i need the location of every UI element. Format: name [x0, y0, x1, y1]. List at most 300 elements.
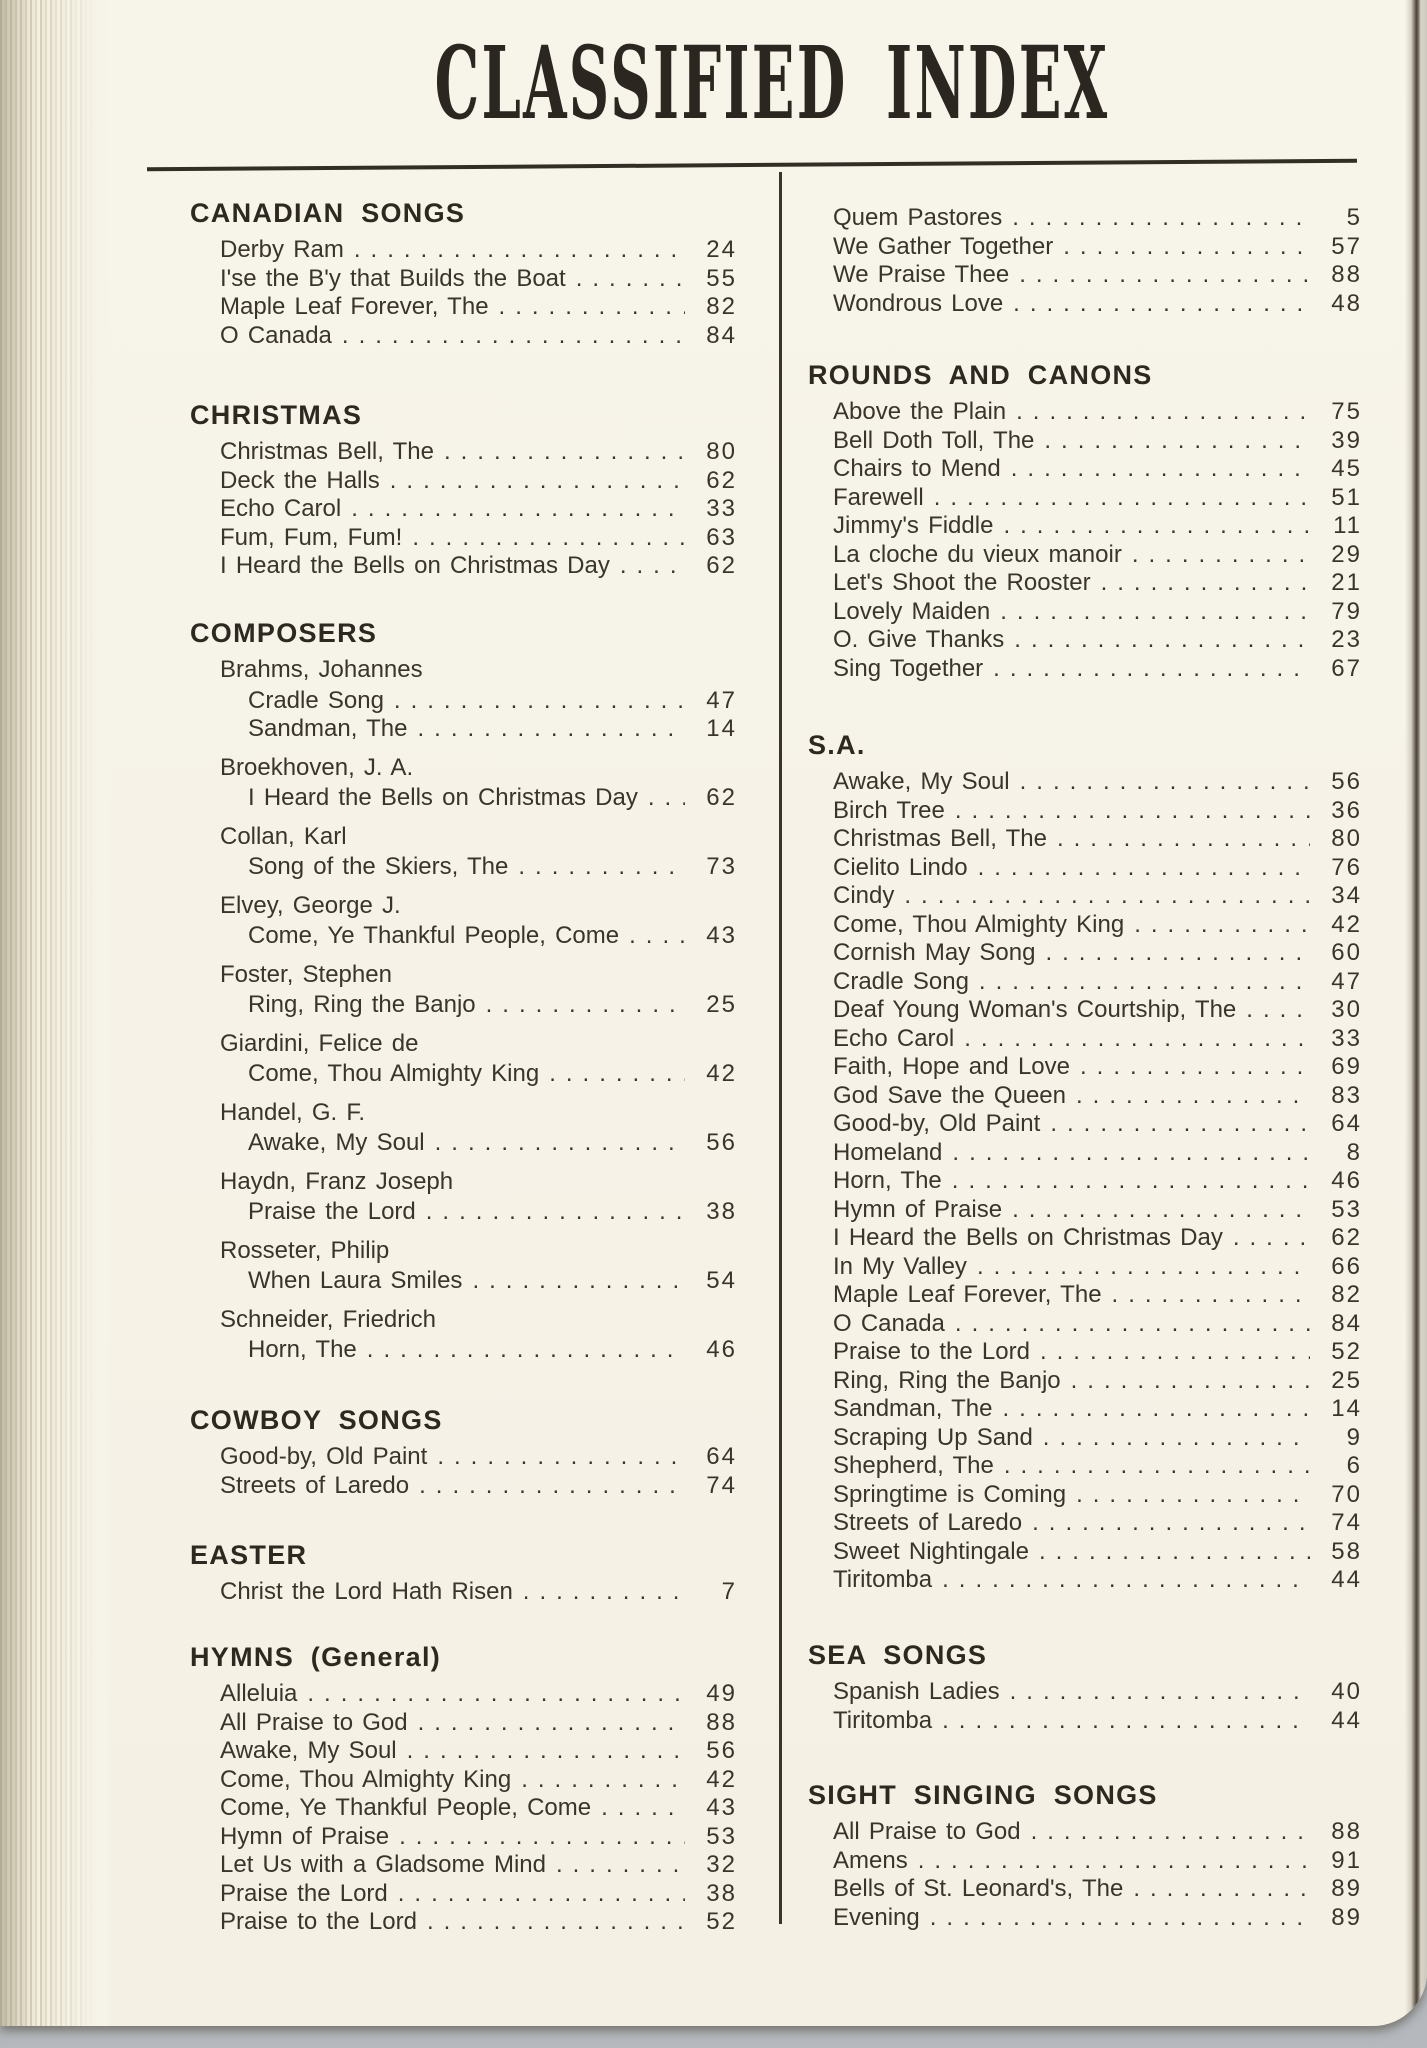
- entry-page-number: 33: [1331, 1024, 1362, 1052]
- index-section: [808, 360, 1362, 683]
- index-entry: [190, 1198, 737, 1227]
- composer-group: [190, 961, 737, 1020]
- entry-title: Fum, Fum, Fum!: [220, 523, 403, 551]
- entry-title: Scraping Up Sand: [833, 1423, 1033, 1451]
- entry-page-number: 14: [706, 715, 737, 742]
- entry-title: Cindy: [833, 882, 895, 909]
- entry-title: Faith, Hope and Love: [833, 1053, 1070, 1080]
- entry-page-number: 42: [706, 1060, 737, 1087]
- entry-page-number: 62: [1331, 1224, 1362, 1251]
- index-entry: [808, 1678, 1362, 1707]
- dot-leader: [1040, 1338, 1310, 1366]
- entry-title: I Heard the Bells on Christmas Day: [248, 784, 638, 811]
- dot-leader: [412, 524, 685, 552]
- entry-page-number: 33: [706, 495, 737, 522]
- entry-page-number: 69: [1331, 1053, 1362, 1080]
- index-section: [190, 400, 737, 581]
- dot-leader: [1080, 1053, 1310, 1081]
- entry-page-number: 88: [1331, 1818, 1362, 1845]
- entry-page-number: 34: [1331, 882, 1362, 909]
- index-entry: [808, 1281, 1362, 1310]
- index-entry: [808, 1139, 1362, 1168]
- index-entry: [808, 768, 1362, 797]
- dot-leader: [930, 1904, 1310, 1932]
- entry-title: Shepherd, The: [833, 1452, 994, 1479]
- entry-page-number: 58: [1331, 1537, 1362, 1565]
- dot-leader: [1004, 1452, 1310, 1480]
- entry-title: Derby Ram: [220, 236, 344, 263]
- index-entry: [190, 438, 737, 467]
- entry-title: Come, Ye Thankful People, Come: [248, 922, 620, 949]
- entry-page-number: 80: [706, 438, 737, 465]
- dot-leader: [351, 495, 685, 523]
- entry-title: O Canada: [220, 321, 332, 349]
- dot-leader: [1020, 768, 1310, 796]
- index-entry: [808, 1509, 1362, 1538]
- index-entry: [808, 541, 1362, 570]
- section-rows: [190, 1578, 737, 1607]
- entry-title: Echo Carol: [833, 1024, 955, 1052]
- entry-title: Sweet Nightingale: [833, 1537, 1029, 1565]
- dot-leader: [1063, 233, 1310, 261]
- index-entry: [190, 1578, 737, 1607]
- section-heading: ROUNDS AND CANONS: [808, 360, 1153, 390]
- entry-page-number: 82: [706, 293, 737, 320]
- entry-page-number: 42: [1331, 910, 1362, 938]
- index-entry: [190, 1766, 737, 1795]
- entry-page-number: 38: [706, 1198, 737, 1225]
- section-rows: [808, 1818, 1362, 1932]
- index-entry: [190, 1908, 737, 1937]
- entry-title: Sandman, The: [833, 1395, 993, 1422]
- dot-leader: [486, 991, 685, 1019]
- section-heading: COWBOY SONGS: [190, 1405, 443, 1435]
- entry-page-number: 80: [1331, 825, 1362, 852]
- entry-page-number: 55: [706, 264, 737, 292]
- entry-title: Come, Ye Thankful People, Come: [220, 1794, 592, 1821]
- dot-leader: [307, 1680, 685, 1708]
- page-right-edge: [1405, 0, 1427, 2026]
- dot-leader: [978, 854, 1310, 882]
- index-entry: [190, 1443, 737, 1472]
- entry-page-number: 63: [706, 523, 737, 551]
- dot-leader: [444, 438, 685, 466]
- index-entry: [190, 322, 737, 351]
- entry-title: Christmas Bell, The: [833, 825, 1047, 852]
- dot-leader: [427, 1908, 685, 1936]
- dot-leader: [1045, 939, 1310, 967]
- entry-page-number: 56: [1331, 768, 1362, 795]
- composer-name: Elvey, George J.: [220, 891, 401, 919]
- entry-page-number: 70: [1331, 1480, 1362, 1508]
- entry-page-number: 23: [1331, 626, 1362, 653]
- composer-name: Schneider, Friedrich: [220, 1305, 436, 1333]
- dot-leader: [977, 1253, 1310, 1281]
- entry-title: Cornish May Song: [833, 939, 1036, 966]
- dot-leader: [549, 1060, 685, 1088]
- section-heading: EASTER: [190, 1540, 308, 1570]
- composer-group: [190, 1099, 737, 1158]
- entry-page-number: 82: [1331, 1281, 1362, 1308]
- section-heading: S.A.: [808, 730, 866, 760]
- index-entry: [808, 1082, 1362, 1111]
- index-entry: [808, 996, 1362, 1025]
- entry-page-number: 30: [1331, 996, 1362, 1023]
- entry-title: Birch Tree: [833, 796, 945, 824]
- section-rows: [190, 656, 737, 1365]
- entry-page-number: 14: [1331, 1395, 1362, 1422]
- index-column-left: [190, 0, 737, 2026]
- entry-title: Cradle Song: [833, 967, 969, 995]
- entry-page-number: 49: [706, 1680, 737, 1707]
- entry-title: Come, Thou Almighty King: [248, 1060, 540, 1087]
- entry-page-number: 74: [1331, 1509, 1362, 1536]
- entry-title: Alleluia: [220, 1680, 298, 1707]
- index-entry: [190, 1680, 737, 1709]
- composer-group: [190, 754, 737, 813]
- entry-title: Christmas Bell, The: [220, 438, 434, 465]
- entry-title: Ring, Ring the Banjo: [248, 991, 476, 1018]
- entry-title: Deaf Young Woman's Courtship, The: [833, 996, 1237, 1023]
- entry-page-number: 48: [1331, 289, 1362, 317]
- index-entry: [808, 968, 1362, 997]
- entry-title: Maple Leaf Forever, The: [833, 1281, 1102, 1308]
- index-entry: [190, 1823, 737, 1852]
- dot-leader: [620, 552, 685, 580]
- entry-page-number: 25: [1331, 1366, 1362, 1394]
- entry-page-number: 53: [1331, 1195, 1362, 1223]
- index-entry: [190, 467, 737, 496]
- composer-group: [190, 1030, 737, 1089]
- composer-name: Brahms, Johannes: [220, 656, 423, 683]
- dot-leader: [1112, 1281, 1310, 1309]
- index-entry: [808, 1053, 1362, 1082]
- dot-leader: [1011, 455, 1310, 483]
- index-entry: [190, 1880, 737, 1909]
- dot-leader: [952, 1167, 1310, 1195]
- entry-title: Christ the Lord Hath Risen: [220, 1578, 513, 1605]
- dot-leader: [1010, 1678, 1310, 1706]
- index-entry: [190, 991, 737, 1020]
- composer-name: Broekhoven, J. A.: [220, 753, 414, 781]
- section-rows: [808, 1678, 1362, 1735]
- section-rows: [190, 1680, 737, 1937]
- entry-page-number: 66: [1331, 1252, 1362, 1280]
- entry-title: Cradle Song: [248, 686, 384, 714]
- entry-title: Hymn of Praise: [220, 1822, 390, 1850]
- dot-leader: [437, 1443, 685, 1471]
- index-entry: [808, 1110, 1362, 1139]
- index-entry: [808, 1452, 1362, 1481]
- index-entry: [808, 1367, 1362, 1396]
- composer-name: Rosseter, Philip: [220, 1236, 390, 1264]
- index-entry: [808, 204, 1362, 233]
- index-section: [190, 1405, 737, 1500]
- entry-title: Quem Pastores: [833, 204, 1003, 231]
- entry-page-number: 84: [706, 321, 737, 349]
- entry-page-number: 9: [1346, 1423, 1362, 1451]
- entry-title: La cloche du vieux manoir: [833, 540, 1122, 568]
- entry-page-number: 32: [706, 1851, 737, 1878]
- dot-leader: [390, 467, 685, 495]
- entry-title: Jimmy's Fiddle: [833, 512, 994, 539]
- dot-leader: [1019, 261, 1310, 289]
- entry-title: In My Valley: [833, 1252, 967, 1280]
- index-entry: [808, 1196, 1362, 1225]
- entry-title: When Laura Smiles: [248, 1267, 463, 1294]
- index-entry: [808, 1424, 1362, 1453]
- dot-leader: [1039, 1538, 1310, 1566]
- dot-leader: [1013, 290, 1310, 318]
- dot-leader: [1016, 398, 1310, 426]
- entry-title: Good-by, Old Paint: [220, 1443, 428, 1470]
- index-entry: [808, 911, 1362, 940]
- entry-page-number: 62: [706, 466, 737, 494]
- entry-title: Echo Carol: [220, 495, 342, 522]
- entry-page-number: 89: [1331, 1875, 1362, 1902]
- column-divider: [779, 172, 782, 1924]
- dot-leader: [556, 1851, 685, 1879]
- dot-leader: [398, 1880, 685, 1908]
- dot-leader: [367, 1336, 685, 1364]
- index-entry: [190, 495, 737, 524]
- index-entry: [808, 797, 1362, 826]
- entry-title: Deck the Halls: [220, 466, 380, 494]
- entry-page-number: 57: [1331, 232, 1362, 260]
- book-binding-edge: [0, 0, 108, 2026]
- entry-title: Praise to the Lord: [833, 1338, 1030, 1365]
- composer-group: [190, 1306, 737, 1365]
- index-entry: [808, 1481, 1362, 1510]
- composer-group: [190, 1237, 737, 1296]
- section-heading: CHRISTMAS: [190, 400, 363, 430]
- entry-page-number: 38: [706, 1879, 737, 1907]
- composer-group: [190, 656, 737, 744]
- index-entry: [190, 1709, 737, 1738]
- entry-title: Cielito Lindo: [833, 853, 968, 881]
- entry-page-number: 39: [1331, 426, 1362, 454]
- index-section: [190, 1642, 737, 1937]
- entry-page-number: 11: [1333, 512, 1362, 539]
- index-entry: [190, 687, 737, 716]
- entry-page-number: 52: [1331, 1338, 1362, 1365]
- composer-group: [190, 1168, 737, 1227]
- entry-title: Ring, Ring the Banjo: [833, 1366, 1061, 1394]
- index-entry: [808, 1707, 1362, 1736]
- dot-leader: [399, 1823, 685, 1851]
- section-rows: [808, 398, 1362, 683]
- entry-page-number: 64: [706, 1443, 737, 1470]
- entry-page-number: 43: [706, 922, 737, 949]
- dot-leader: [979, 968, 1310, 996]
- entry-page-number: 52: [706, 1908, 737, 1935]
- section-rows: [190, 438, 737, 581]
- entry-title: Sing Together: [833, 654, 984, 682]
- composer-group: [190, 892, 737, 951]
- dot-leader: [518, 853, 685, 881]
- index-entry: [808, 1253, 1362, 1282]
- entry-title: Tiritomba: [833, 1706, 933, 1734]
- index-entry: [190, 1267, 737, 1296]
- entry-page-number: 46: [1331, 1167, 1362, 1194]
- index-entry: [190, 552, 737, 581]
- index-entry: [190, 293, 737, 322]
- entry-title: Come, Thou Almighty King: [833, 910, 1125, 938]
- dot-leader: [629, 922, 685, 950]
- dot-leader: [1233, 1224, 1310, 1252]
- index-entry: [190, 265, 737, 294]
- dot-leader: [1032, 1509, 1310, 1537]
- entry-page-number: 76: [1331, 853, 1362, 881]
- entry-page-number: 56: [706, 1737, 737, 1764]
- index-entry: [808, 1818, 1362, 1847]
- dot-leader: [499, 293, 685, 321]
- index-entry: [190, 853, 737, 882]
- index-section: [808, 730, 1362, 1595]
- index-entry: [190, 1851, 737, 1880]
- dot-leader: [523, 1578, 685, 1606]
- entry-page-number: 44: [1331, 1706, 1362, 1734]
- index-entry: [190, 1336, 737, 1365]
- entry-title: Maple Leaf Forever, The: [220, 293, 489, 320]
- dot-leader: [918, 1847, 1310, 1875]
- entry-title: Tiritomba: [833, 1566, 933, 1593]
- section-rows: [808, 204, 1362, 318]
- entry-page-number: 40: [1331, 1678, 1362, 1705]
- index-entry: [808, 233, 1362, 262]
- dot-leader: [1012, 1196, 1310, 1224]
- entry-page-number: 5: [1346, 204, 1362, 231]
- entry-title: Wondrous Love: [833, 289, 1004, 317]
- entry-page-number: 62: [706, 784, 737, 811]
- entry-title: Lovely Maiden: [833, 597, 991, 625]
- entry-title: Sandman, The: [248, 715, 408, 742]
- entry-title: We Praise Thee: [833, 261, 1010, 288]
- section-heading: HYMNS (General): [190, 1642, 442, 1672]
- dot-leader: [1133, 1875, 1310, 1903]
- entry-page-number: 6: [1346, 1452, 1362, 1479]
- dot-leader: [1050, 1110, 1310, 1138]
- dot-leader: [407, 1737, 685, 1765]
- entry-title: Streets of Laredo: [833, 1509, 1023, 1536]
- index-entry: [190, 922, 737, 951]
- dot-leader: [419, 1472, 685, 1500]
- entry-page-number: 29: [1331, 540, 1362, 568]
- composer-group: [190, 823, 737, 882]
- index-entry: [808, 1167, 1362, 1196]
- entry-title: Let Us with a Gladsome Mind: [220, 1851, 546, 1878]
- dot-leader: [1101, 569, 1310, 597]
- entry-page-number: 67: [1331, 654, 1362, 682]
- entry-page-number: 24: [706, 236, 737, 263]
- dot-leader: [342, 322, 685, 350]
- index-entry: [808, 882, 1362, 911]
- entry-title: God Save the Queen: [833, 1081, 1066, 1109]
- entry-page-number: 47: [1331, 967, 1362, 995]
- index-entry: [808, 455, 1362, 484]
- index-entry: [190, 524, 737, 553]
- entry-page-number: 53: [706, 1822, 737, 1850]
- entry-page-number: 91: [1331, 1846, 1362, 1874]
- index-entry: [190, 1129, 737, 1158]
- entry-title: Above the Plain: [833, 398, 1007, 425]
- entry-page-number: 25: [706, 991, 737, 1018]
- entry-page-number: 73: [706, 853, 737, 880]
- entry-title: Let's Shoot the Rooster: [833, 569, 1091, 596]
- dot-leader: [955, 1310, 1310, 1338]
- entry-title: Homeland: [833, 1138, 943, 1166]
- entry-page-number: 36: [1331, 796, 1362, 824]
- index-entry: [808, 1395, 1362, 1424]
- entry-title: Horn, The: [833, 1167, 942, 1194]
- dot-leader: [1031, 1818, 1310, 1846]
- dot-leader: [952, 1139, 1310, 1167]
- dot-leader: [934, 484, 1310, 512]
- entry-title: Bells of St. Leonard's, The: [833, 1875, 1124, 1902]
- dot-leader: [1132, 541, 1310, 569]
- index-entry: [190, 784, 737, 813]
- index-entry: [808, 598, 1362, 627]
- section-rows: [190, 1443, 737, 1500]
- index-entry: [808, 290, 1362, 319]
- dot-leader: [1043, 1424, 1310, 1452]
- index-entry: [808, 261, 1362, 290]
- dot-leader: [1057, 825, 1310, 853]
- index-entry: [808, 569, 1362, 598]
- index-entry: [808, 1847, 1362, 1876]
- dot-leader: [648, 784, 685, 812]
- index-entry: [808, 1566, 1362, 1595]
- index-column-right: [808, 0, 1362, 2026]
- entry-title: Amens: [833, 1846, 908, 1874]
- dot-leader: [601, 1794, 685, 1822]
- index-section: [808, 1640, 1362, 1735]
- entry-title: Come, Thou Almighty King: [220, 1765, 512, 1793]
- entry-page-number: 88: [706, 1708, 737, 1736]
- dot-leader: [1003, 512, 1310, 540]
- index-entry: [808, 1310, 1362, 1339]
- index-entry: [190, 1472, 737, 1501]
- entry-title: Good-by, Old Paint: [833, 1110, 1041, 1137]
- entry-title: Praise to the Lord: [220, 1908, 417, 1935]
- composer-name: Handel, G. F.: [220, 1098, 366, 1126]
- section-heading: COMPOSERS: [190, 618, 378, 648]
- entry-title: Chairs to Mend: [833, 455, 1001, 482]
- entry-title: Awake, My Soul: [220, 1737, 397, 1764]
- dot-leader: [942, 1707, 1310, 1735]
- page-title: CLASSIFIED INDEX: [434, 24, 1110, 142]
- index-entry: [808, 655, 1362, 684]
- entry-page-number: 21: [1331, 569, 1362, 596]
- dot-leader: [1134, 911, 1310, 939]
- index-entry: [190, 1794, 737, 1823]
- section-rows: [808, 768, 1362, 1595]
- entry-page-number: 75: [1331, 398, 1362, 425]
- index-entry: [808, 512, 1362, 541]
- dot-leader: [1246, 996, 1310, 1024]
- entry-title: O. Give Thanks: [833, 626, 1005, 653]
- entry-page-number: 62: [706, 552, 737, 579]
- entry-page-number: 42: [706, 1765, 737, 1793]
- entry-title: Awake, My Soul: [833, 768, 1010, 795]
- entry-title: I'se the B'y that Builds the Boat: [220, 264, 566, 292]
- dot-leader: [955, 797, 1310, 825]
- dot-leader: [472, 1267, 685, 1295]
- dot-leader: [426, 1198, 685, 1226]
- section-heading: CANADIAN SONGS: [190, 198, 466, 228]
- index-entry: [808, 825, 1362, 854]
- index-entry: [190, 715, 737, 744]
